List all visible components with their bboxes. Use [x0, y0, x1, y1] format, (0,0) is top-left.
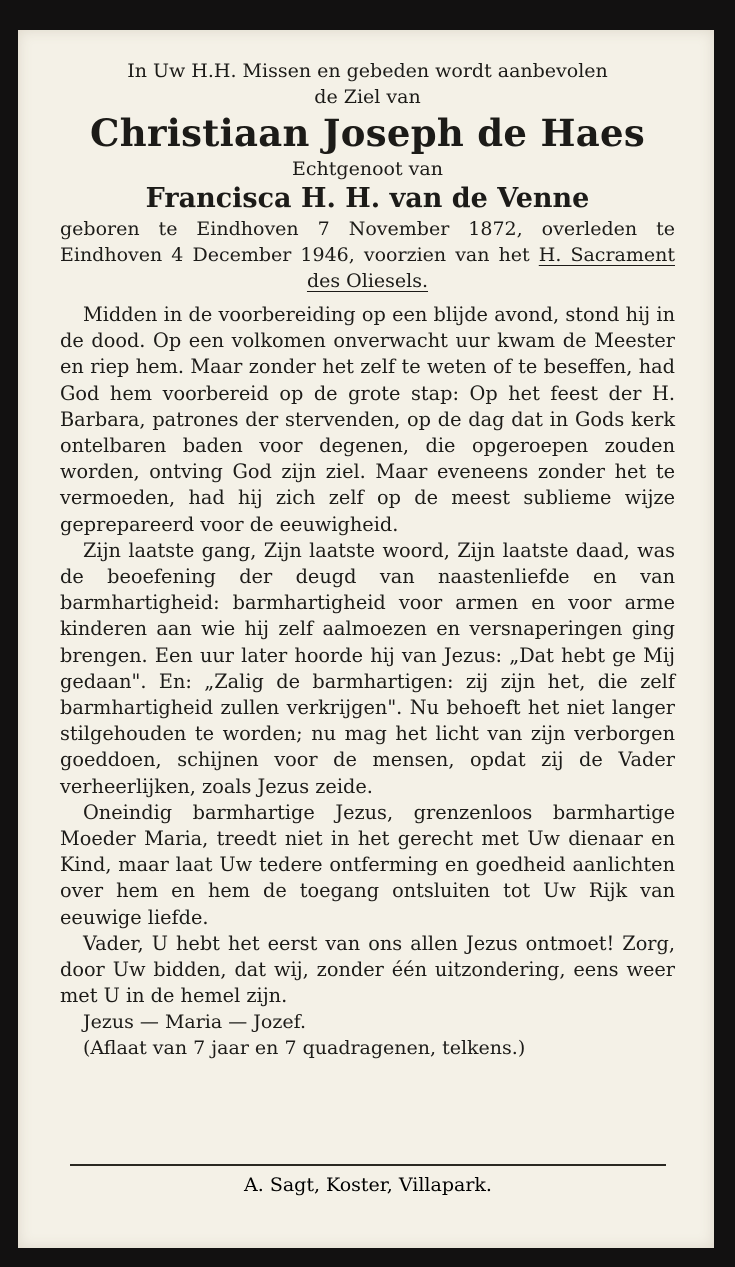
birth-death-dates — [60, 216, 675, 294]
recommendation-line-1: In Uw H.H. Missen en gebeden wordt aanbevolen — [127, 60, 608, 82]
recommendation-line-2: de Ziel van — [314, 86, 421, 108]
card-text-block — [60, 58, 675, 1061]
spouse-intro: Echtgenoot van — [292, 158, 443, 180]
printer-credit: A. Sagt, Koster, Villapark. — [244, 1174, 492, 1196]
prayer-names: Jezus — Maria — Jozef. — [83, 1011, 306, 1034]
paragraph-3: Oneindig barmhartige Jezus, grenzenloos barmhartige Moeder Maria, treedt niet in het gerecht met Uw dienaar en Kind, maar laat Uw tedere ontferming en goedheid aanlichten over hem en hem de toegang ontsluiten tot Uw Rijk van eeuwige liefde. — [60, 800, 675, 929]
deceased-name: Christiaan Joseph de Haes — [90, 111, 645, 155]
paragraph-1: Midden in de voorbereiding op een blijde avond, stond hij in de dood. Op een volkomen onverwacht uur kwam de Meester en riep hem. Maar zonder het zelf te weten of te beseffen, had God hem voorbereid op de grote stap: Op het feest der H. Barbara, patrones der stervenden, op de dag dat in Gods kerk ontelbaren baden voor degenen, die opgeroepen zouden worden, ontving God zijn ziel. Maar eveneens zonder het te vermoeden, had hij zich zelf op de meest sublieme wijze geprepareerd voor de eeuwigheid. — [60, 303, 675, 536]
indulgence-note: (Aflaat van 7 jaar en 7 quadragenen, telkens.) — [83, 1037, 526, 1060]
dates-text: geboren te Eindhoven 7 November 1872, overleden te Eindhoven 4 December 1946, voorzien van het — [60, 218, 675, 266]
sacrament-text: H. Sacrament des Oliesels. — [306, 244, 675, 292]
paragraph-2: Zijn laatste gang, Zijn laatste woord, Zijn laatste daad, was de beoefening der deugd van naastenliefde en van barmhartigheid: barmhartigheid voor armen en voor arme kinderen aan wie hij zelf aalmoezen en versnaperingen ging brengen. Een uur later hoorde hij van Jezus: „Dat hebt ge Mij gedaan". En: „Zalig de barmhartigen: zij zijn het, die zelf barmhartigheid zullen verkrijgen". Nu behoeft het niet langer stilgehouden te worden; nu mag het licht van zijn verborgen goeddoen, schijnen voor de mensen, opdat zij de Vader verheerlijken, zoals Jezus zeide. — [60, 538, 675, 798]
spouse-name: Francisca H. H. van de Venne — [145, 183, 590, 214]
footer-divider — [70, 1164, 666, 1166]
prayer-card — [18, 30, 714, 1248]
paragraph-4: Vader, U hebt het eerst van ons allen Jezus ontmoet! Zorg, door Uw bidden, dat wij, zonder één uitzondering, eens weer met U in de hemel zijn. — [60, 931, 675, 1008]
